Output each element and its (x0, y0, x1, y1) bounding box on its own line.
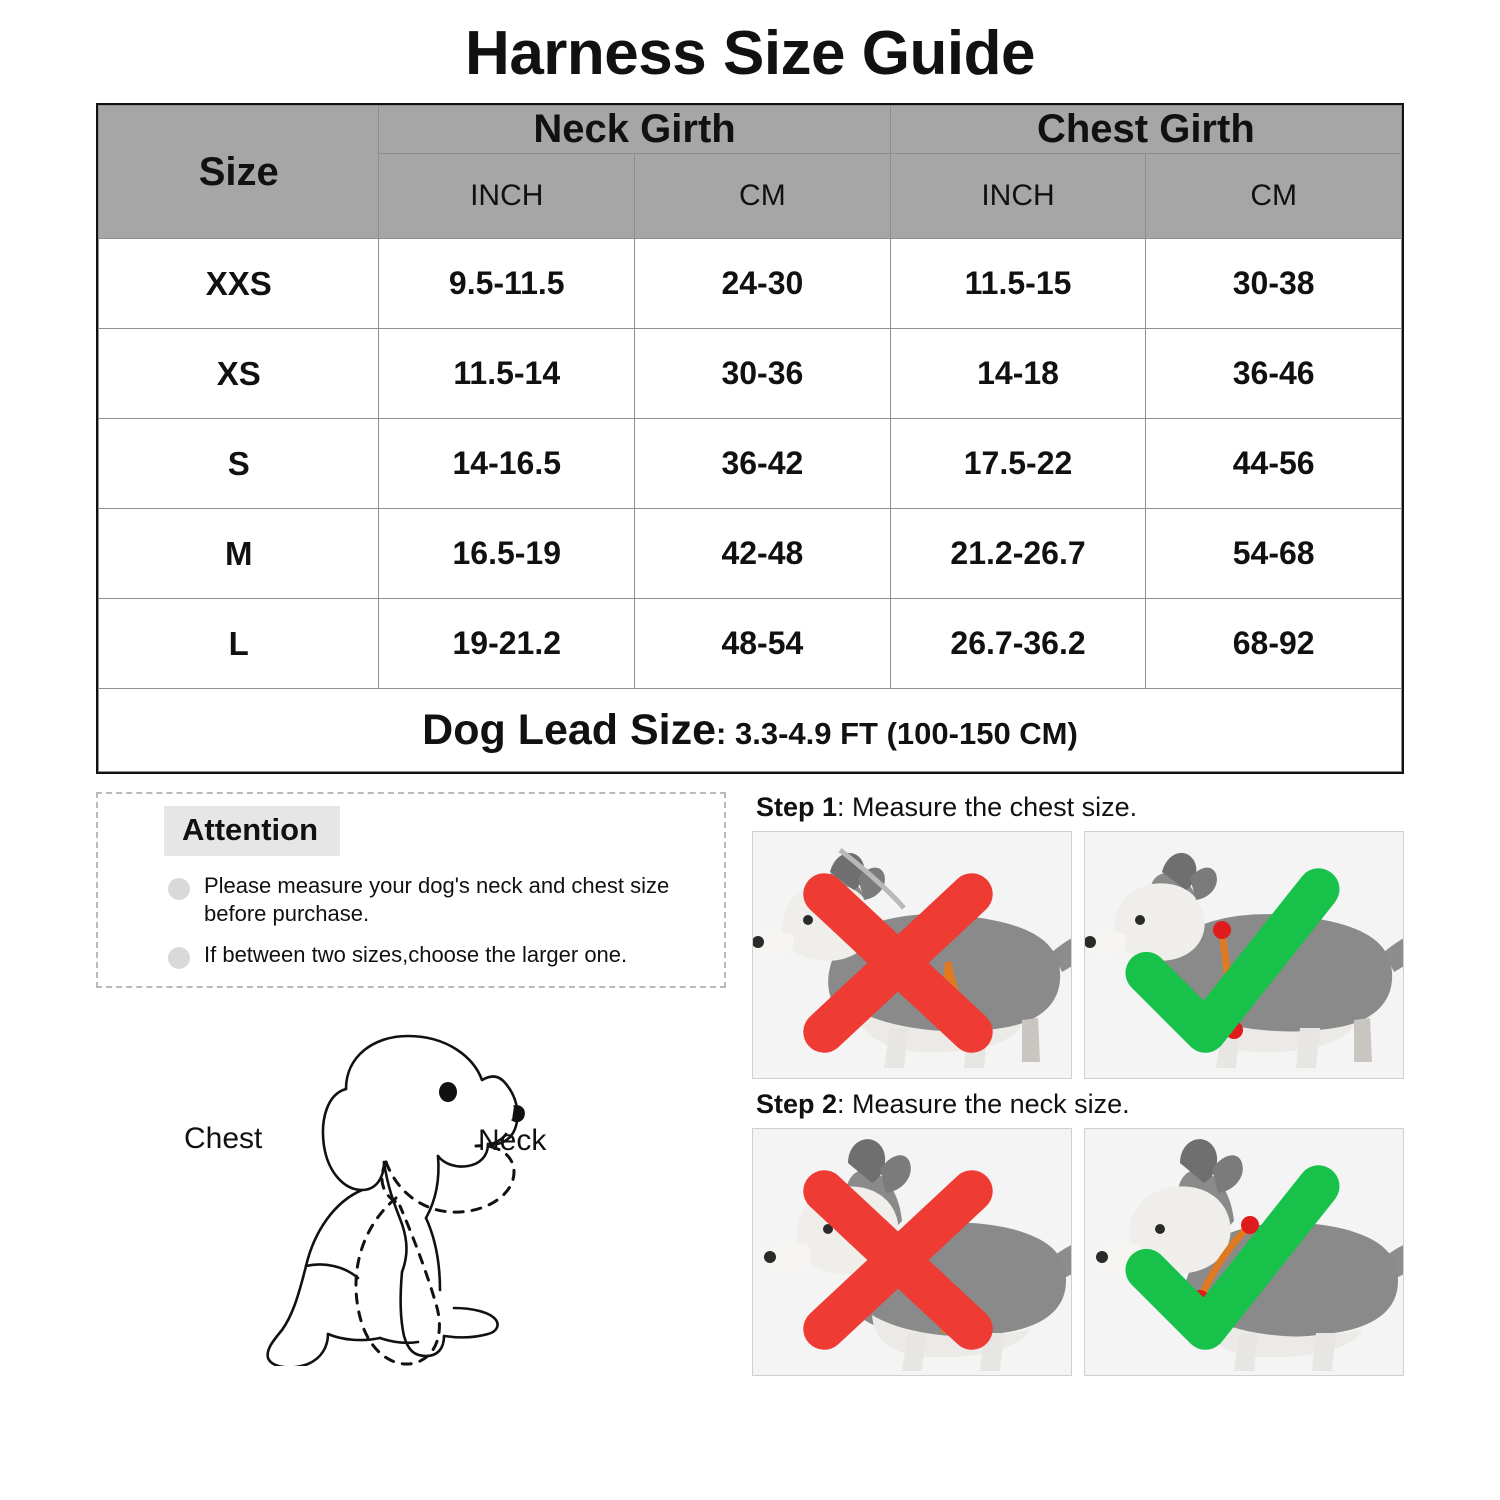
attention-title: Attention (164, 806, 340, 856)
cell-chest-cm: 68-92 (1146, 599, 1402, 689)
attention-box (96, 792, 726, 988)
page-title: Harness Size Guide (465, 19, 1035, 88)
cell-neck-inch: 16.5-19 (379, 509, 635, 599)
cell-size: M (99, 509, 379, 599)
cell-chest-inch: 17.5-22 (890, 419, 1146, 509)
cell-neck-inch: 9.5-11.5 (379, 239, 635, 329)
cell-neck-cm: 42-48 (635, 509, 891, 599)
cell-chest-cm: 36-46 (1146, 329, 1402, 419)
step-1-block (752, 792, 1404, 1079)
cell-size: XXS (99, 239, 379, 329)
right-column (752, 792, 1404, 1386)
header-size: Size (99, 106, 379, 239)
cell-neck-inch: 11.5-14 (379, 329, 635, 419)
cell-size: L (99, 599, 379, 689)
step-2-block (752, 1089, 1404, 1376)
header-neck-inch: INCH (379, 154, 635, 239)
cell-neck-cm: 30-36 (635, 329, 891, 419)
step-1-photos (752, 831, 1404, 1079)
lead-size-cell (99, 689, 1402, 772)
cross-icon (752, 840, 1057, 1079)
cell-chest-cm: 54-68 (1146, 509, 1402, 599)
chest-label: Chest (184, 1122, 263, 1155)
lead-size-label: Dog Lead Size (422, 705, 717, 754)
size-table (98, 105, 1402, 772)
header-chest-girth: Chest Girth (890, 106, 1401, 154)
step-1-text: : Measure the chest size. (837, 792, 1138, 822)
cell-chest-inch: 26.7-36.2 (890, 599, 1146, 689)
cell-neck-cm: 48-54 (635, 599, 891, 689)
cell-neck-cm: 24-30 (635, 239, 891, 329)
step-2-heading (756, 1089, 1404, 1120)
neck-label: Neck (478, 1124, 547, 1157)
cross-icon (752, 1137, 1057, 1376)
check-icon (1084, 840, 1389, 1079)
step-2-text: : Measure the neck size. (837, 1089, 1130, 1119)
cell-neck-inch: 14-16.5 (379, 419, 635, 509)
cell-size: S (99, 419, 379, 509)
cell-chest-inch: 14-18 (890, 329, 1146, 419)
step-1-wrong-photo (752, 831, 1072, 1079)
cell-neck-cm: 36-42 (635, 419, 891, 509)
left-column (96, 792, 726, 1386)
lower-section (96, 792, 1404, 1386)
dog-outline-icon (96, 994, 726, 1366)
step-1-heading (756, 792, 1404, 823)
lead-size-value: : 3.3-4.9 FT (100-150 CM) (716, 715, 1078, 751)
table-row (99, 419, 1402, 509)
table-header-row-1 (99, 106, 1402, 154)
dog-measurement-diagram (96, 994, 726, 1366)
table-row (99, 329, 1402, 419)
header-neck-girth: Neck Girth (379, 106, 890, 154)
list-item (168, 872, 706, 927)
header-chest-inch: INCH (890, 154, 1146, 239)
size-table-container (96, 103, 1404, 774)
lead-size-row (99, 689, 1402, 772)
cell-chest-inch: 21.2-26.7 (890, 509, 1146, 599)
bullet-dot-icon (168, 947, 190, 969)
attention-item-text: Please measure your dog's neck and chest size before purchase. (204, 873, 670, 926)
cell-neck-inch: 19-21.2 (379, 599, 635, 689)
step-2-photos (752, 1128, 1404, 1376)
cell-chest-cm: 30-38 (1146, 239, 1402, 329)
cell-size: XS (99, 329, 379, 419)
step-2-label: Step 2 (756, 1089, 838, 1119)
attention-item-text: If between two sizes,choose the larger one. (204, 942, 628, 967)
table-row (99, 599, 1402, 689)
check-icon (1084, 1137, 1389, 1376)
attention-list (116, 872, 706, 969)
header-neck-cm: CM (635, 154, 891, 239)
table-row (99, 239, 1402, 329)
step-2-correct-photo (1084, 1128, 1404, 1376)
step-1-correct-photo (1084, 831, 1404, 1079)
list-item (168, 941, 706, 969)
header-chest-cm: CM (1146, 154, 1402, 239)
step-1-label: Step 1 (756, 792, 838, 822)
step-2-wrong-photo (752, 1128, 1072, 1376)
bullet-dot-icon (168, 878, 190, 900)
cell-chest-cm: 44-56 (1146, 419, 1402, 509)
table-row (99, 509, 1402, 599)
cell-chest-inch: 11.5-15 (890, 239, 1146, 329)
